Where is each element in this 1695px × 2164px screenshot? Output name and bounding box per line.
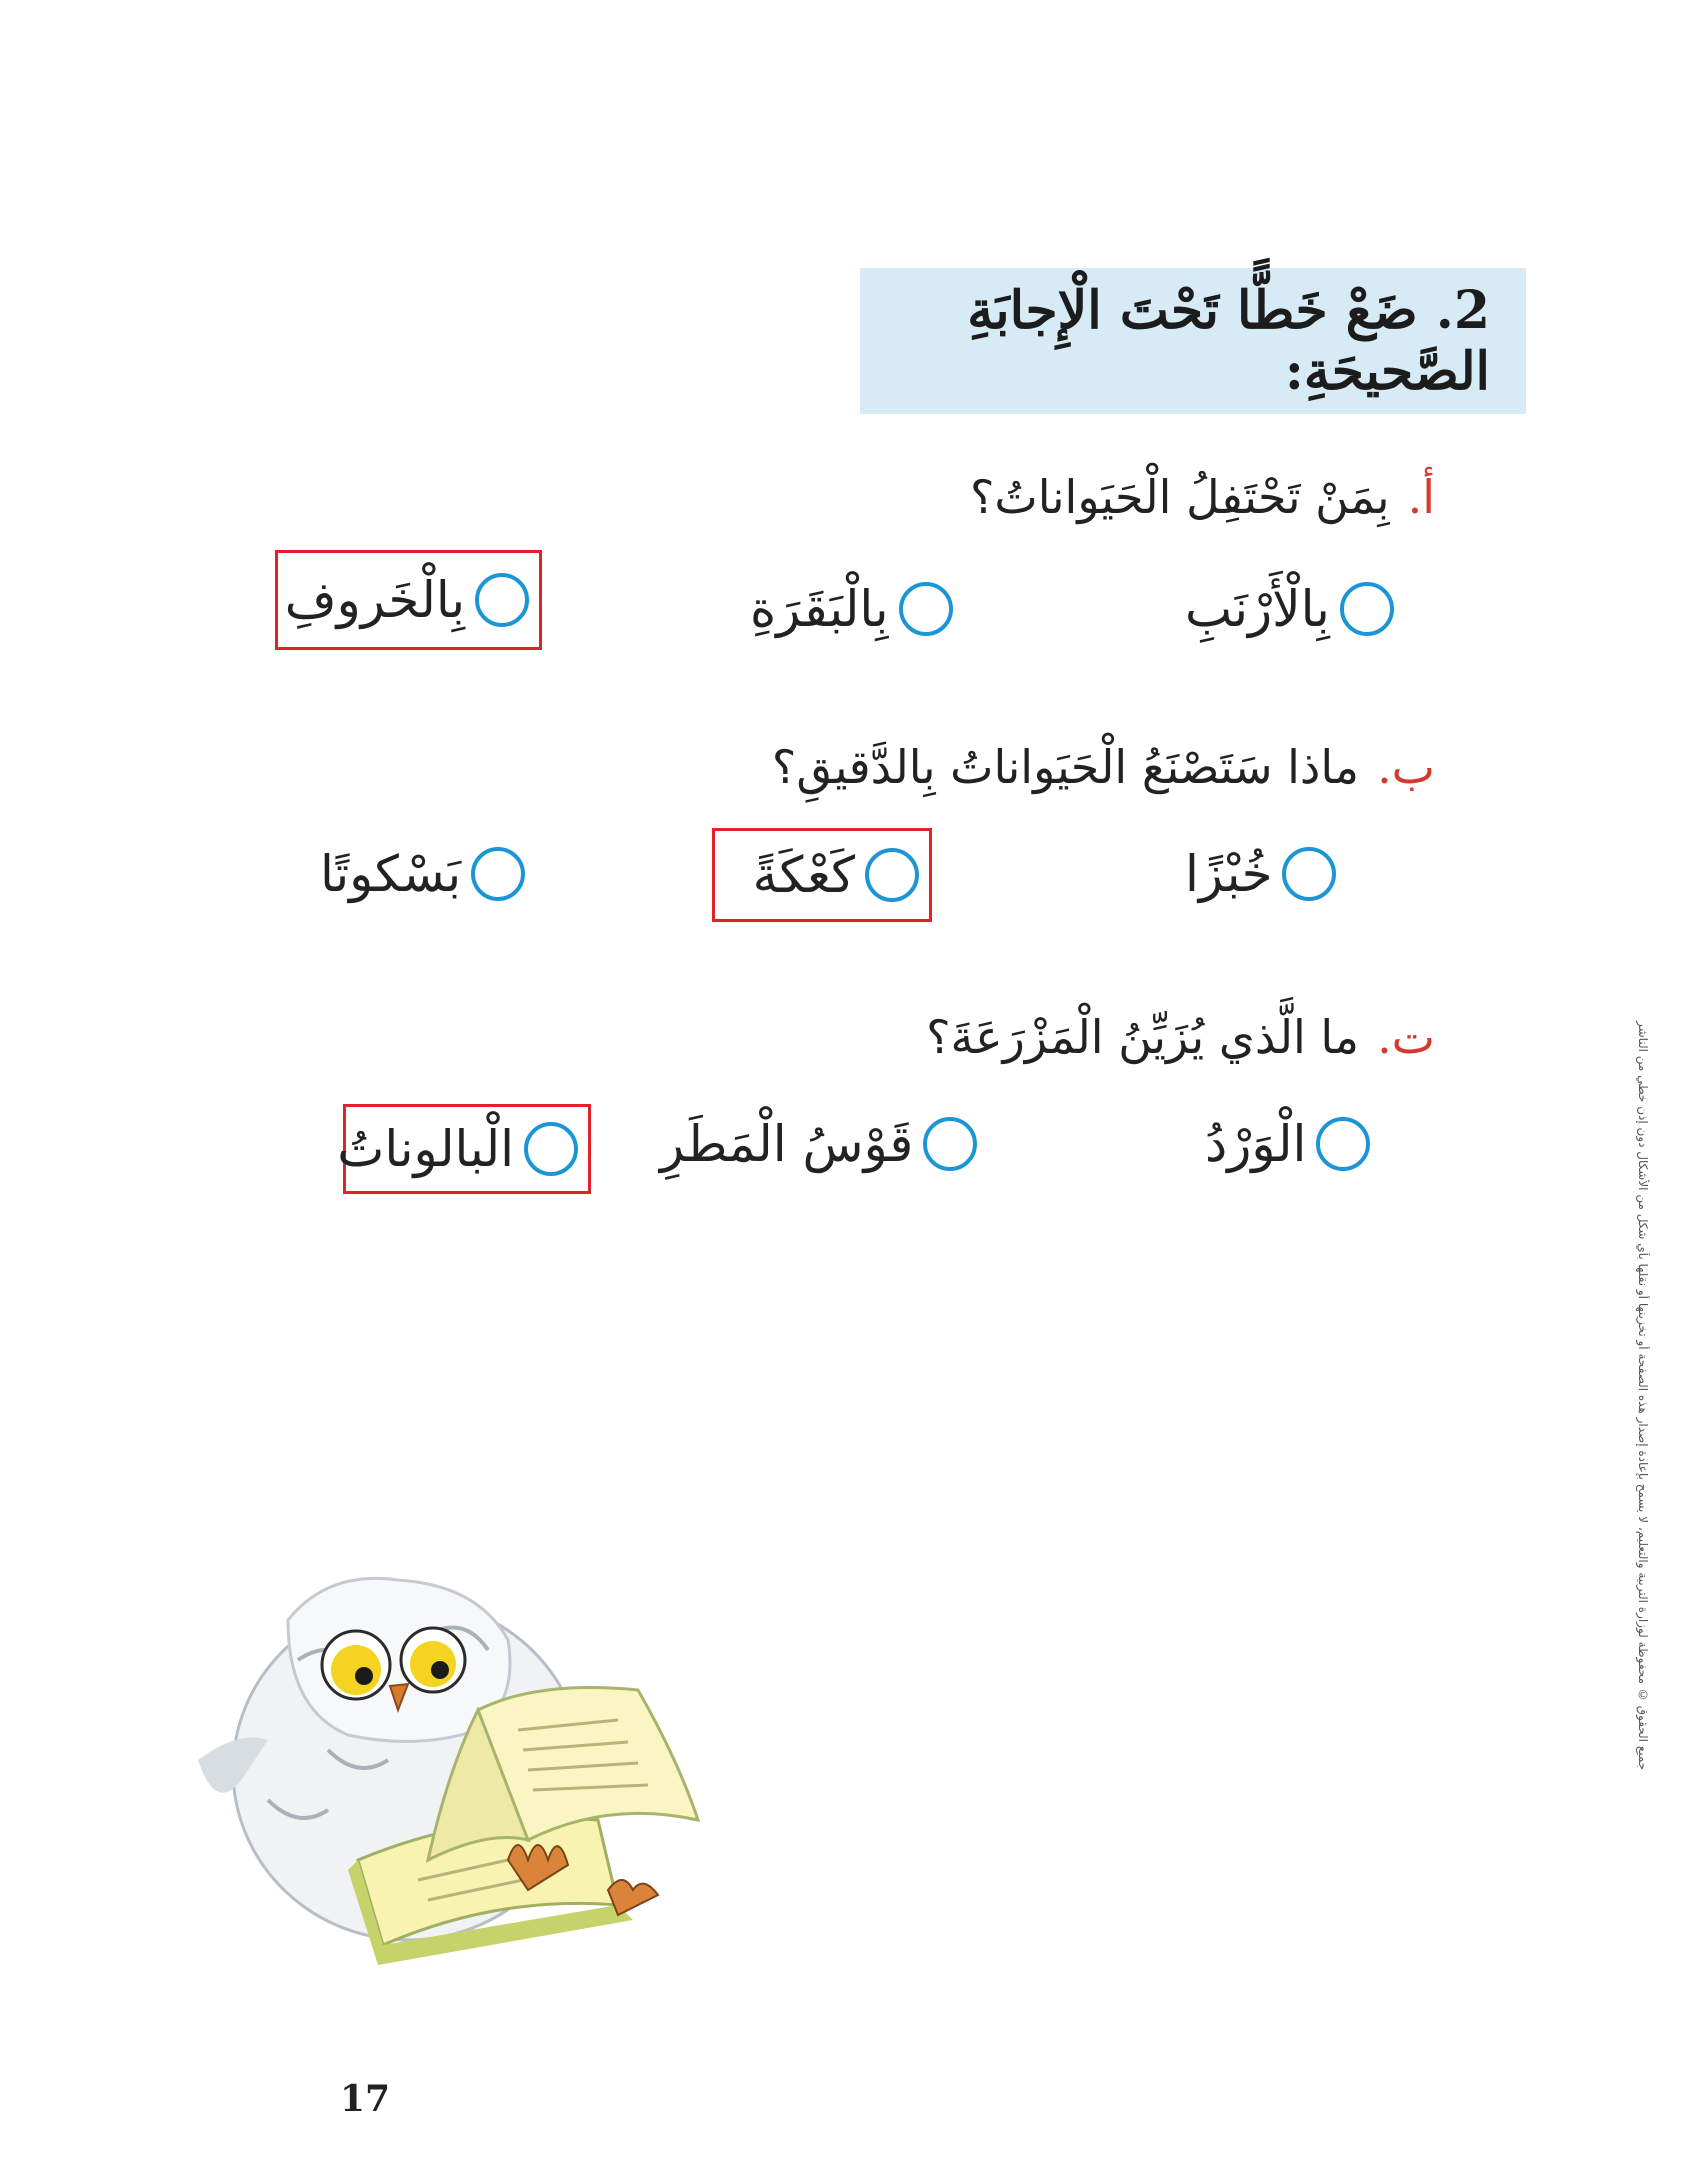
question-t: [926, 1010, 1435, 1064]
question-letter: ب.: [1377, 740, 1435, 794]
option-label: بِالْخَروفِ: [284, 571, 465, 629]
option-label: الْبالوناتُ: [337, 1120, 514, 1178]
answer-circle-icon[interactable]: [524, 1122, 578, 1176]
answer-circle-icon[interactable]: [923, 1117, 977, 1171]
option-cake-marked[interactable]: [712, 828, 932, 922]
option-biscuits[interactable]: [310, 830, 535, 918]
answer-circle-icon[interactable]: [471, 847, 525, 901]
question-text: بِمَنْ تَحْتَفِلُ الْحَيَواناتُ؟: [970, 470, 1390, 524]
option-rainbow[interactable]: [650, 1100, 987, 1188]
option-label: بِالْبَقَرَةِ: [750, 580, 889, 638]
option-rabbit[interactable]: [1175, 565, 1404, 653]
option-label: الْوَرْدُ: [1205, 1115, 1307, 1173]
answer-circle-icon[interactable]: [899, 582, 953, 636]
exercise-title: 2. ضَعْ خَطًّا تَحْتَ الْإِجابَةِ الصَّحيحَةِ:: [860, 268, 1526, 414]
option-label: خُبْزًا: [1185, 845, 1273, 903]
answer-circle-icon[interactable]: [1282, 847, 1336, 901]
option-sheep-marked[interactable]: [275, 550, 542, 650]
question-letter: ت.: [1377, 1010, 1435, 1064]
option-label: كَعْكَةً: [752, 846, 855, 904]
answer-circle-icon[interactable]: [1340, 582, 1394, 636]
question-text: ما الَّذي يُزَيِّنُ الْمَزْرَعَةَ؟: [926, 1010, 1360, 1064]
question-a: [970, 470, 1435, 524]
option-roses[interactable]: [1195, 1100, 1380, 1188]
option-balloons-marked[interactable]: [337, 1104, 591, 1194]
option-bread[interactable]: [1175, 830, 1346, 918]
owl-reading-book-icon: [178, 1560, 778, 1980]
copyright-side-note: جميع الحقوق © محفوظة لوزارة التربية والتعليم، لا يسمح بإعادة إصدار هذه الصفحة أو تخزينها أو نقلها بأي شكل من الأشكال دون إذن خطي من الناشر: [1636, 1020, 1650, 1770]
page-number: 17: [340, 2078, 391, 2120]
option-label: بَسْكوتًا: [320, 845, 462, 903]
option-cow[interactable]: [740, 565, 963, 653]
option-label: بِالْأَرْنَبِ: [1185, 580, 1330, 638]
question-letter: أ.: [1407, 470, 1435, 524]
answer-circle-icon[interactable]: [865, 848, 919, 902]
question-b: [772, 740, 1435, 794]
answer-circle-icon[interactable]: [1316, 1117, 1370, 1171]
answer-circle-icon[interactable]: [475, 573, 529, 627]
question-text: ماذا سَتَصْنَعُ الْحَيَواناتُ بِالدَّقيقِ؟: [771, 740, 1360, 794]
option-label: قَوْسُ الْمَطَرِ: [660, 1115, 914, 1173]
